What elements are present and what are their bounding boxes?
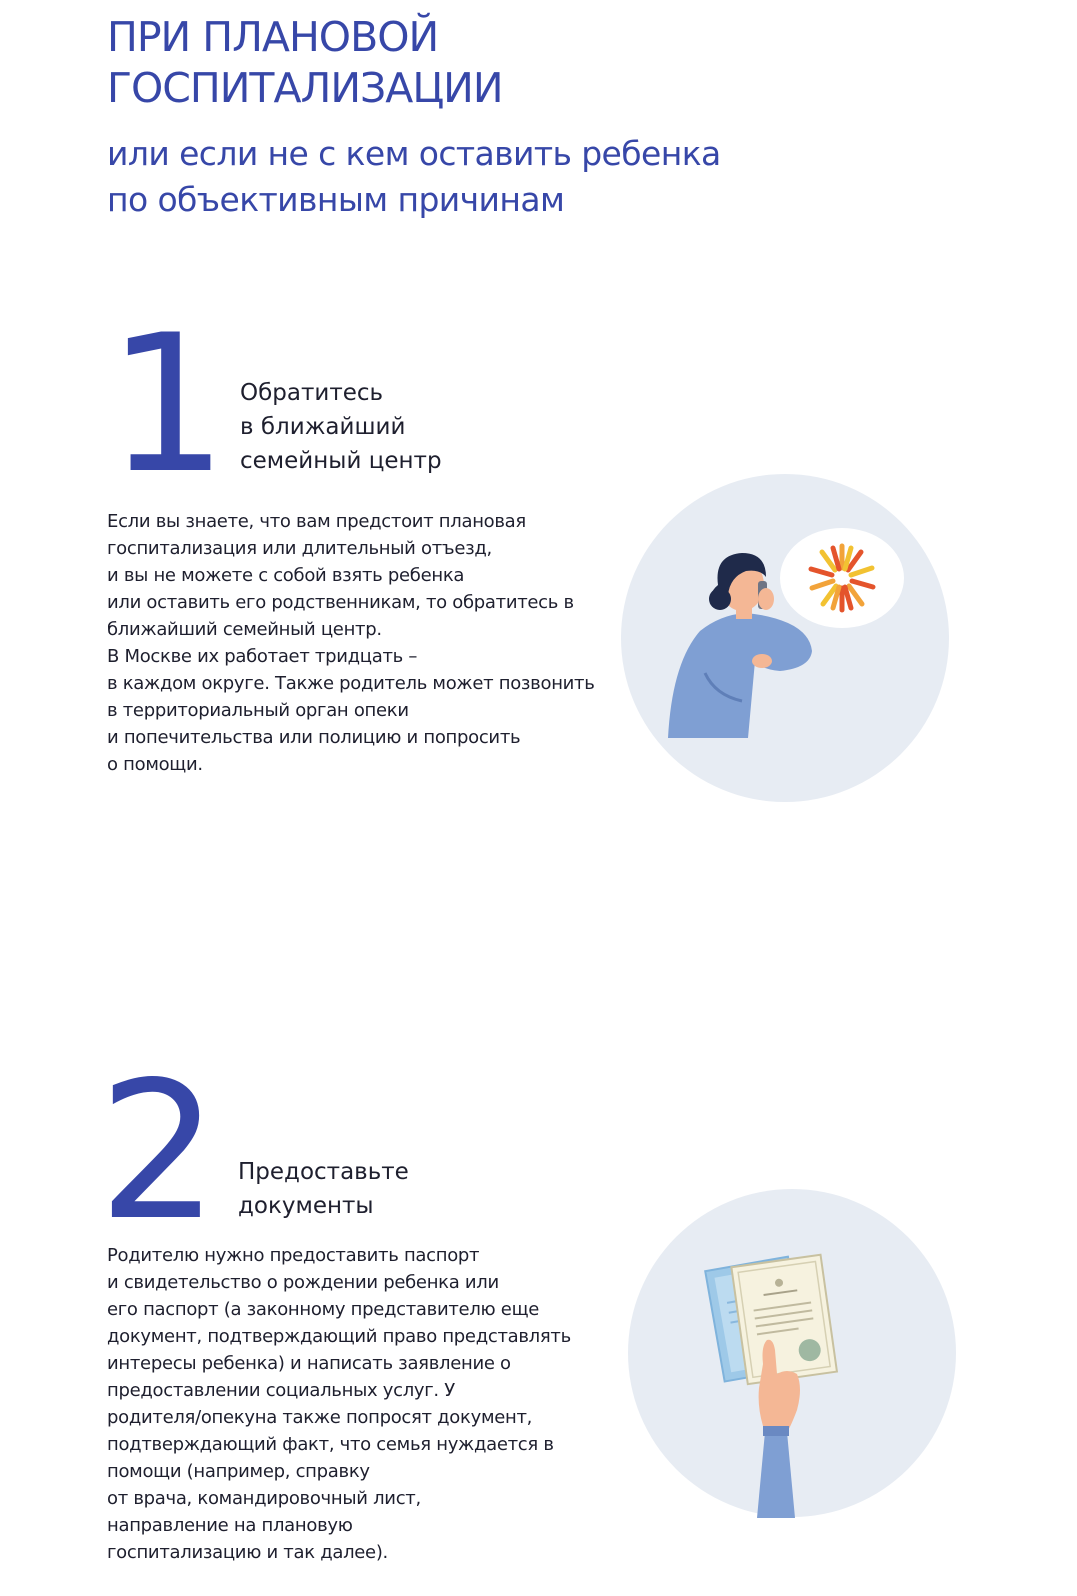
step-2-number: 2 [98,1041,219,1262]
step-1-body: Если вы знаете, что вам предстоит плановая госпитализация или длительный отъезд, и вы не можете с собой взять ребенка или оставить его родственникам, то обратитесь в ближайший семейный центр. В Москве их работает тридцать – в каждом округе. Также родитель может позвонить в территориальный орган опеки и попечительства или полицию и попросить о помощи. [107,511,595,775]
step-2-body: Родителю нужно предоставить паспорт и свидетельство о рождении ребенка или его паспорт (а законному представителю еще документ, подтверждающий право представлять интересы ребенка) и написать заявление о предоставлении социальных услуг. У родителя/опекуна также попросят документ, подтверждающий факт, что семья нуждается в помощи (например, справку от врача, командировочный лист, направление на плановую госпитализацию и так далее). [107,1245,571,1563]
step-2-heading: Предоставьте документы [238,1159,409,1219]
woman-on-phone-icon [620,473,950,803]
step-1-heading: Обратитесь в ближайший семейный центр [240,380,442,474]
page-subtitle: или если не с кем оставить ребенка по объективным причинам [107,134,721,219]
page-title: ПРИ ПЛАНОВОЙ ГОСПИТАЛИЗАЦИИ [107,13,503,112]
hand-holding-documents-icon [627,1188,957,1518]
step-1-number: 1 [107,294,228,515]
